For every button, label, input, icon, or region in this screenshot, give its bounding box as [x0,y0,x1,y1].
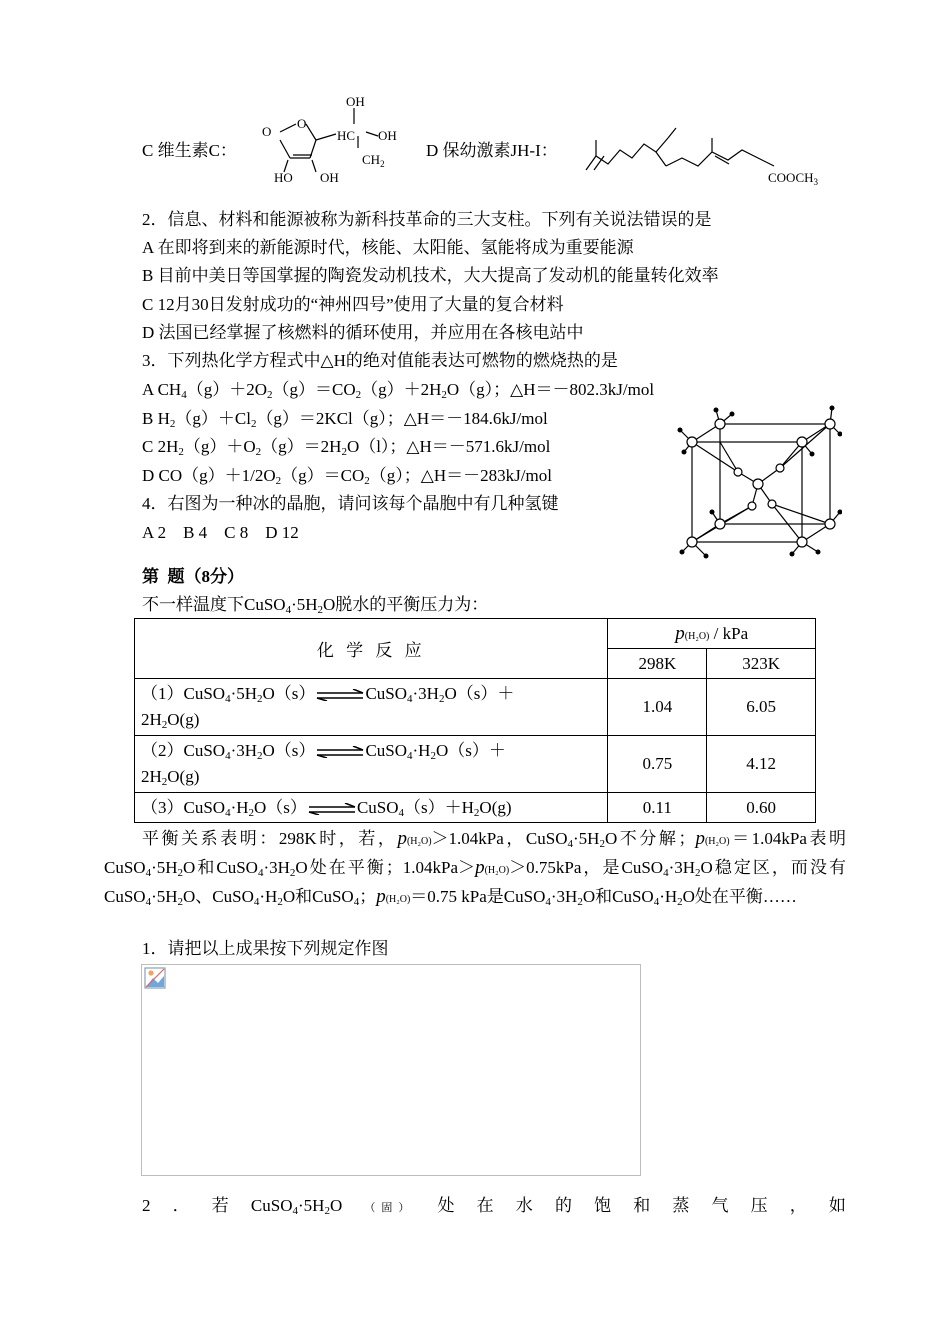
vitc-ho: HO [274,170,293,185]
q3-option-b: B $H_2(g)+Cl_2(g)=2KCl(g)$；△H＝－184.6kJ/mol [142,409,548,430]
q2-option-c: C 12月30日发射成功的“神州四号”使用了大量的复合材料 [142,295,564,314]
jh1-structure [582,126,832,188]
q3-option-c: C $2H_2(g)+O_2(g)=2H_2O(l)$；△H＝－571.6kJ/mol [142,437,551,458]
jh1-ester: $COOCH_3$ [768,170,819,187]
vitc-oh-bottom: OH [320,170,339,185]
vitc-hc: HC [337,128,356,143]
table-row [135,736,816,793]
col-header-reaction: 化 学 反 应 [135,619,608,679]
graph-placeholder [141,964,641,1176]
reaction-cell: $(3)CuSO_4\cdot H_2O(s)$ $CuSO_4(s)+H_2O(g)$ [135,793,608,823]
q4-stem: 4．右图为一种冰的晶胞，请问该每个晶胞中有几种氢键 [142,494,559,513]
equilibrium-arrow-icon [315,689,365,701]
col-header-pressure: p(H₂O) / kPa [608,619,816,649]
q2-option-b: B 目前中美日等国掌握的陶瓷发动机技术，大大提高了发动机的能量转化效率 [142,266,719,285]
q4-options: A 2 B 4 C 8 D 12 [142,523,299,542]
item1-instruction: 1．请把以上成果按下列规定作图 [142,939,389,958]
vitc-o-ring: O [297,116,307,131]
q3-option-a: A $CH_4(g)+2O_2(g)=CO_2(g)+2H_2O(g)$；△H＝－802.3kJ/mol [142,380,655,401]
reaction-cell: $(2)CuSO_4\cdot 3H_2O(s)$ $CuSO_4\cdot H_2O(s)+$ $2H_2O(g)$ [135,736,608,793]
q2-stem: 2．信息、材料和能源被称为新科技革命的三大支柱。下列有关说法错误的是 [142,210,712,229]
option-d-label: D 保幼激素JH-I： [426,141,558,160]
vitc-o-left: O [262,124,272,139]
broken-image-icon [144,967,166,989]
equilibrium-arrow-icon [315,746,365,758]
value-323k: 4.12 [707,736,816,793]
vitamin-c-structure [258,92,418,187]
reaction-cell: $(1)CuSO_4\cdot 5H_2O(s)$ $CuSO_4\cdot 3H_2O(s)+$ $2H_2O(g)$ [135,679,608,736]
value-323k: 0.60 [707,793,816,823]
ice-unit-cell-figure [672,402,842,562]
col-header-323k: 323K [707,649,816,679]
value-298k: 0.11 [608,793,707,823]
vitc-ch2: $CH_2$ [362,152,385,169]
vitc-oh-top: OH [346,94,365,109]
option-c-label: C 维生素C： [142,141,237,160]
equilibrium-pressure-table [134,618,816,823]
equilibrium-arrow-icon [307,803,357,815]
col-header-298k: 298K [608,649,707,679]
q2-option-a: A 在即将到来的新能源时代，核能、太阳能、氢能将成为重要能源 [142,238,634,257]
q2-option-d: D 法国已经掌握了核燃料的循环使用，并应用在各核电站中 [142,323,584,342]
item2-line: 2 ． 若 $CuSO_4\cdot 5H_2O$ （固） 处 在 水 的 饱 和 蒸 气 压 ， 如 [142,1196,846,1217]
table-row [135,679,816,736]
analysis-paragraph: 平衡关系表明：298K时，若，p(H₂O)＞1.04kPa，$CuSO_4\cdot 5H_2O$不分解；p(H₂O)＝1.04kPa表明$CuSO_4\cdot 5H_2O$和$CuSO_4\cdot 3H_2O$处在平衡；1.04kPa＞p(H₂O)＞0.75kPa，是$CuSO_4\cdot 3H_2O$稳定区，而没有$CuSO_4\cdot 5H_2O$、$CuSO_4\cdot H_2O$和CuSO$_4$；p(H₂O)＝0.75 kPa是$CuSO_4\cdot 3H_2O$和$CuSO_4\cdot H_2O$处在平衡…… [104,828,847,908]
table-row [135,793,816,823]
q3-stem: 3．下列热化学方程式中△H的绝对值能表达可燃物的燃烧热的是 [142,351,618,370]
value-323k: 6.05 [707,679,816,736]
q3-option-d: D $CO(g)+1/2O_2(g)=CO_2(g)$；△H＝－283kJ/mol [142,466,552,487]
vitc-oh-right: OH [378,128,397,143]
value-298k: 0.75 [608,736,707,793]
value-298k: 1.04 [608,679,707,736]
section-intro: 不一样温度下$CuSO_4\cdot 5H_2O$脱水的平衡压力为： [142,595,489,616]
section-heading: 第 题（8分） [142,567,244,586]
